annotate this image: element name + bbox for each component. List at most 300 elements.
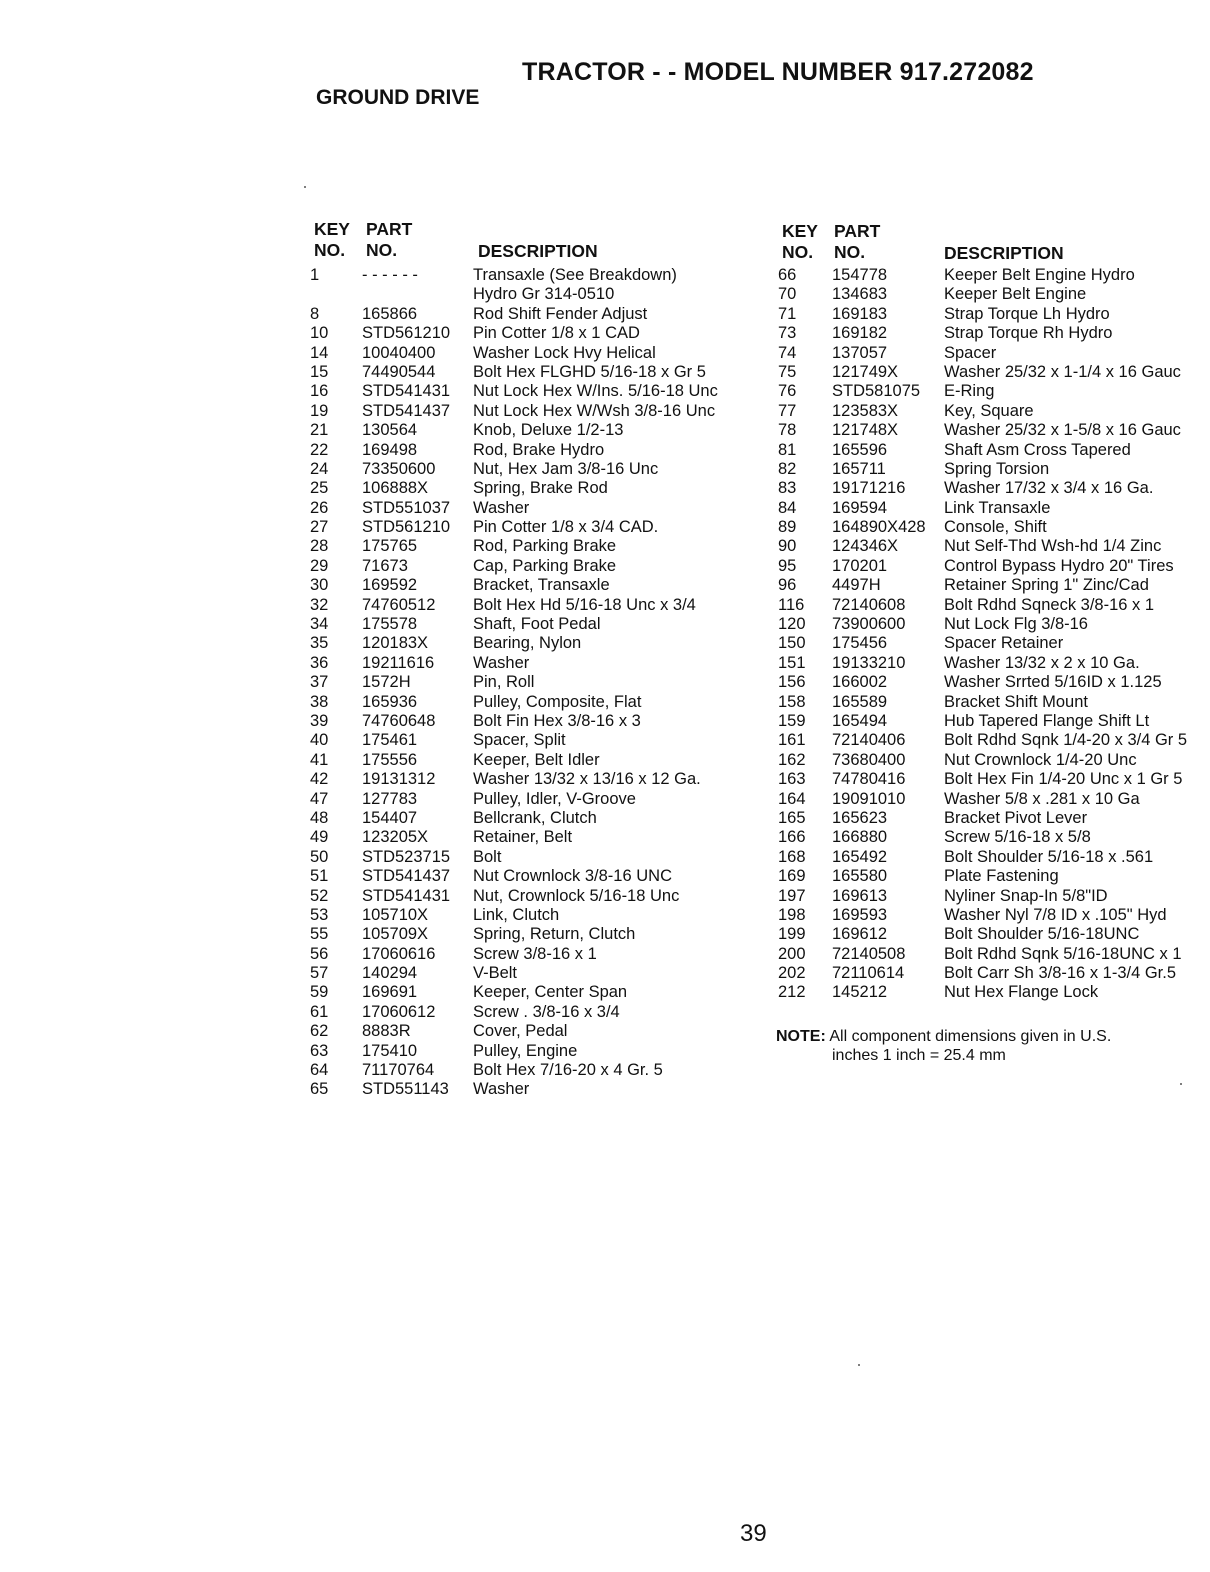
part-description: Cap, Parking Brake	[473, 556, 617, 575]
part-description: Washer 5/8 x .281 x 10 Ga	[944, 789, 1140, 808]
parts-row	[308, 867, 758, 886]
part-description: Nut Lock Hex W/Ins. 5/16-18 Unc	[473, 382, 718, 401]
parts-row	[776, 615, 1208, 634]
part-description: Washer	[473, 498, 530, 517]
parts-row	[776, 964, 1208, 983]
key-number: 83	[778, 479, 797, 498]
parts-row	[776, 596, 1208, 615]
part-number: 123205X	[362, 828, 429, 847]
part-number: 134683	[832, 285, 888, 304]
parts-row	[308, 479, 758, 498]
parts-row	[308, 460, 758, 479]
key-number: 38	[310, 692, 329, 711]
key-number: 73	[778, 324, 797, 343]
parts-row	[308, 751, 758, 770]
part-number: 1572H	[362, 673, 411, 692]
parts-row	[776, 402, 1208, 421]
part-description: Hydro Gr 314-0510	[473, 285, 615, 304]
key-number: 162	[778, 750, 806, 769]
key-number: 65	[310, 1080, 329, 1099]
description-header: DESCRIPTION	[944, 243, 1064, 263]
parts-row	[776, 809, 1208, 828]
part-number: STD551037	[362, 498, 451, 517]
key-number: 120	[778, 615, 806, 634]
key-number: 168	[778, 847, 806, 866]
key-number: 32	[310, 595, 329, 614]
part-number: 19131312	[362, 770, 436, 789]
part-description: Keeper, Belt Idler	[473, 750, 600, 769]
part-number: 73900600	[832, 615, 906, 634]
part-number: 105709X	[362, 925, 429, 944]
parts-row	[308, 402, 758, 421]
part-description: Nut Crownlock 3/8-16 UNC	[473, 867, 672, 886]
part-number: 145212	[832, 983, 888, 1002]
part-number: 164890X428	[832, 518, 926, 537]
parts-row	[308, 731, 758, 750]
part-number: 166880	[832, 828, 888, 847]
key-number: 41	[310, 750, 329, 769]
parts-row	[776, 731, 1208, 750]
part-description: Keeper Belt Engine	[944, 285, 1087, 304]
parts-row	[308, 305, 758, 324]
part-number: 106888X	[362, 479, 429, 498]
part-number: 165866	[362, 304, 418, 323]
part-description: Spacer Retainer	[944, 634, 1064, 653]
parts-row	[308, 945, 758, 964]
parts-row	[308, 809, 758, 828]
part-number: 175578	[362, 615, 418, 634]
part-number: 175765	[362, 537, 418, 556]
parts-row	[308, 382, 758, 401]
parts-row	[776, 673, 1208, 692]
parts-table-right	[776, 218, 1208, 1003]
parts-row	[776, 305, 1208, 324]
part-number: STD561210	[362, 324, 451, 343]
part-number: 19211616	[362, 653, 435, 672]
part-number: 169593	[832, 905, 888, 924]
part-number: 137057	[832, 343, 888, 362]
parts-row	[776, 557, 1208, 576]
part-number: 74490544	[362, 362, 436, 381]
part-description: Bolt Fin Hex 3/8-16 x 3	[473, 711, 641, 730]
part-description: Retainer Spring 1" Zinc/Cad	[944, 576, 1149, 595]
key-number: 71	[778, 304, 797, 323]
parts-row	[308, 906, 758, 925]
part-description: Screw 5/16-18 x 5/8	[944, 828, 1091, 847]
parts-row	[308, 1080, 758, 1099]
part-number: 166002	[832, 673, 888, 692]
part-number: 127783	[362, 789, 418, 808]
key-number: 52	[310, 886, 329, 905]
part-description: Bolt Hex Hd 5/16-18 Unc x 3/4	[473, 595, 696, 614]
key-number: 29	[310, 556, 329, 575]
key-number: 165	[778, 808, 806, 827]
key-number: 95	[778, 556, 797, 575]
parts-row	[308, 557, 758, 576]
parts-row	[308, 770, 758, 789]
key-number: 34	[310, 615, 329, 634]
part-description: Washer	[473, 653, 530, 672]
part-description: Pin, Roll	[473, 673, 535, 692]
part-number: STD541431	[362, 382, 451, 401]
key-number: 82	[778, 459, 797, 478]
part-number: 154407	[362, 808, 418, 827]
key-no-header: NO.	[782, 242, 814, 262]
note-line-2: inches 1 inch = 25.4 mm	[832, 1047, 1006, 1064]
part-description: Bolt Shoulder 5/16-18UNC	[944, 925, 1140, 944]
parts-row	[776, 479, 1208, 498]
part-description: Control Bypass Hydro 20" Tires	[944, 556, 1174, 575]
section-subtitle: GROUND DRIVE	[316, 86, 480, 109]
key-number: 14	[310, 343, 329, 362]
part-description: Washer 13/32 x 13/16 x 12 Ga.	[473, 770, 701, 789]
part-description: Keeper, Center Span	[473, 983, 628, 1002]
key-number: 57	[310, 964, 329, 983]
key-number: 166	[778, 828, 806, 847]
key-number: 15	[310, 362, 329, 381]
key-number: 163	[778, 770, 806, 789]
key-number: 56	[310, 944, 329, 963]
part-description: Rod Shift Fender Adjust	[473, 304, 648, 323]
part-description: Bolt Rdhd Sqnk 5/16-18UNC x 1	[944, 944, 1182, 963]
part-number: 165623	[832, 808, 888, 827]
key-number: 62	[310, 1022, 329, 1041]
key-number: 51	[310, 867, 329, 886]
key-number: 66	[778, 266, 797, 284]
key-number: 16	[310, 382, 329, 401]
key-number: 10	[310, 324, 329, 343]
part-description: Bracket Shift Mount	[944, 692, 1088, 711]
part-description: Bolt Hex 7/16-20 x 4 Gr. 5	[473, 1061, 663, 1080]
part-number: STD551143	[362, 1080, 449, 1099]
parts-row	[776, 693, 1208, 712]
part-number: STD541437	[362, 401, 451, 420]
part-description: Nut Hex Flange Lock	[944, 983, 1099, 1002]
key-number: 1	[310, 266, 320, 284]
part-number: STD561210	[362, 518, 451, 537]
parts-row	[308, 654, 758, 673]
part-description: Strap Torque Lh Hydro	[944, 304, 1110, 323]
part-number: 170201	[832, 556, 888, 575]
scan-speck	[858, 1364, 860, 1366]
part-description: Screw . 3/8-16 x 3/4	[473, 1002, 620, 1021]
part-description: Nut Lock Hex W/Wsh 3/8-16 Unc	[473, 401, 716, 420]
key-number: 161	[778, 731, 806, 750]
part-number: 105710X	[362, 905, 429, 924]
part-description: Retainer, Belt	[473, 828, 573, 847]
key-header: KEY	[782, 221, 818, 241]
part-number: 71673	[362, 556, 408, 575]
key-number: 61	[310, 1002, 329, 1021]
part-number: 71170764	[362, 1061, 435, 1080]
parts-row	[308, 441, 758, 460]
part-number: 175461	[362, 731, 418, 750]
key-number: 89	[778, 518, 797, 537]
part-description: Washer 25/32 x 1-5/8 x 16 Gauc	[944, 421, 1181, 440]
part-number: 19133210	[832, 653, 906, 672]
part-description: Pulley, Idler, V-Groove	[473, 789, 636, 808]
parts-row	[308, 596, 758, 615]
key-number: 42	[310, 770, 329, 789]
part-description: Pin Cotter 1/8 x 3/4 CAD.	[473, 518, 659, 537]
part-number: 8883R	[362, 1022, 411, 1041]
key-number: 22	[310, 440, 329, 459]
part-description: Link, Clutch	[473, 905, 560, 924]
part-number: - - - - - -	[362, 266, 418, 284]
part-number: 72110614	[832, 964, 905, 983]
part-number: STD541437	[362, 867, 451, 886]
key-number: 28	[310, 537, 329, 556]
parts-rows-left	[308, 266, 758, 1100]
part-number: 19091010	[832, 789, 906, 808]
parts-row	[776, 983, 1208, 1002]
part-description: Rod, Parking Brake	[473, 537, 617, 556]
part-number: 123583X	[832, 401, 899, 420]
part-description: Washer 13/32 x 2 x 10 Ga.	[944, 653, 1140, 672]
part-description: Bolt Rdhd Sqnk 1/4-20 x 3/4 Gr 5	[944, 731, 1188, 750]
key-number: 36	[310, 653, 329, 672]
parts-row	[776, 499, 1208, 518]
scan-speck	[1180, 1083, 1182, 1085]
parts-row	[308, 1042, 758, 1061]
key-number: 197	[778, 886, 806, 905]
part-description: Cover, Pedal	[473, 1022, 568, 1041]
key-number: 198	[778, 905, 806, 924]
part-header: PART	[366, 219, 413, 239]
part-number: 175456	[832, 634, 888, 653]
part-description: Knob, Deluxe 1/2-13	[473, 421, 624, 440]
part-number: STD581075	[832, 382, 921, 401]
key-number: 40	[310, 731, 329, 750]
part-description: Nut Crownlock 1/4-20 Unc	[944, 750, 1137, 769]
parts-row	[776, 266, 1208, 285]
part-number: STD523715	[362, 847, 451, 866]
parts-row	[776, 945, 1208, 964]
part-description: Washer 25/32 x 1-1/4 x 16 Gauc	[944, 362, 1181, 381]
key-number: 49	[310, 828, 329, 847]
part-description: Spacer, Split	[473, 731, 566, 750]
part-description: Transaxle (See Breakdown)	[473, 266, 677, 284]
key-number: 47	[310, 789, 329, 808]
key-number: 158	[778, 692, 806, 711]
part-description: Spring Torsion	[944, 459, 1050, 478]
parts-table-left	[308, 218, 758, 1100]
key-number: 8	[310, 304, 320, 323]
part-number: 4497H	[832, 576, 881, 595]
part-number: 73350600	[362, 459, 436, 478]
part-description: Bolt	[473, 847, 502, 866]
scan-speck	[304, 186, 306, 188]
part-number: 10040400	[362, 343, 436, 362]
parts-row	[776, 324, 1208, 343]
part-description: Nut, Hex Jam 3/8-16 Unc	[473, 459, 659, 478]
parts-row	[308, 634, 758, 653]
page-number: 39	[740, 1520, 767, 1547]
part-number: 17060612	[362, 1002, 436, 1021]
parts-row	[308, 925, 758, 944]
parts-row	[308, 421, 758, 440]
parts-row	[308, 1061, 758, 1080]
key-number: 30	[310, 576, 329, 595]
key-number: 35	[310, 634, 329, 653]
part-description: Plate Fastening	[944, 867, 1059, 886]
parts-row	[776, 576, 1208, 595]
key-number: 202	[778, 964, 806, 983]
part-no-header: NO.	[834, 242, 866, 262]
part-number: 72140608	[832, 595, 906, 614]
part-number: 169183	[832, 304, 888, 323]
dimension-note	[776, 1027, 1111, 1065]
part-number: 121748X	[832, 421, 899, 440]
key-number: 156	[778, 673, 806, 692]
part-description: V-Belt	[473, 964, 518, 983]
part-number: 169594	[832, 498, 888, 517]
part-number: 169592	[362, 576, 418, 595]
part-description: Rod, Brake Hydro	[473, 440, 605, 459]
key-number: 63	[310, 1041, 329, 1060]
parts-row	[776, 790, 1208, 809]
description-header: DESCRIPTION	[478, 241, 598, 261]
key-number: 50	[310, 847, 329, 866]
key-number: 21	[310, 421, 329, 440]
part-description: Keeper Belt Engine Hydro	[944, 266, 1135, 284]
note-label: NOTE:	[776, 1028, 826, 1045]
parts-row	[776, 848, 1208, 867]
part-number: 165580	[832, 867, 888, 886]
part-description: Spring, Brake Rod	[473, 479, 608, 498]
part-number: 175410	[362, 1041, 418, 1060]
key-number: 70	[778, 285, 797, 304]
key-number: 19	[310, 401, 329, 420]
part-description: Nut, Crownlock 5/16-18 Unc	[473, 886, 680, 905]
key-number: 164	[778, 789, 806, 808]
part-description: Console, Shift	[944, 518, 1047, 537]
parts-row	[776, 363, 1208, 382]
part-number: 73680400	[832, 750, 906, 769]
part-number: 165494	[832, 711, 888, 730]
part-description: Nut Self-Thd Wsh-hd 1/4 Zinc	[944, 537, 1162, 556]
parts-row	[776, 634, 1208, 653]
parts-row	[308, 712, 758, 731]
part-description: Shaft, Foot Pedal	[473, 615, 601, 634]
part-number: 74760512	[362, 595, 436, 614]
part-description: Bracket, Transaxle	[473, 576, 610, 595]
part-description: Bearing, Nylon	[473, 634, 582, 653]
part-number: 154778	[832, 266, 888, 284]
parts-row	[776, 537, 1208, 556]
key-number: 116	[778, 595, 805, 614]
key-number: 55	[310, 925, 329, 944]
key-number: 74	[778, 343, 797, 362]
parts-row	[308, 615, 758, 634]
part-number: 72140508	[832, 944, 906, 963]
key-no-header: NO.	[314, 240, 346, 260]
parts-row	[776, 285, 1208, 304]
parts-row	[776, 441, 1208, 460]
key-number: 90	[778, 537, 797, 556]
key-number: 59	[310, 983, 329, 1002]
part-description: Strap Torque Rh Hydro	[944, 324, 1113, 343]
parts-row	[308, 887, 758, 906]
part-number: 175556	[362, 750, 418, 769]
parts-row	[776, 382, 1208, 401]
table-header	[308, 218, 758, 266]
part-description: Nut Lock Flg 3/8-16	[944, 615, 1088, 634]
part-description: Spring, Return, Clutch	[473, 925, 636, 944]
parts-row	[776, 925, 1208, 944]
key-number: 212	[778, 983, 806, 1002]
part-no-header: NO.	[366, 240, 398, 260]
parts-row	[776, 770, 1208, 789]
part-description: Washer 17/32 x 3/4 x 16 Ga.	[944, 479, 1154, 498]
parts-row	[308, 285, 758, 304]
parts-row	[308, 964, 758, 983]
part-description: Bolt Carr Sh 3/8-16 x 1-3/4 Gr.5	[944, 964, 1177, 983]
part-description: Key, Square	[944, 401, 1034, 420]
parts-row	[776, 518, 1208, 537]
parts-row	[308, 518, 758, 537]
parts-row	[308, 344, 758, 363]
part-number: 130564	[362, 421, 418, 440]
key-number: 150	[778, 634, 806, 653]
key-number: 26	[310, 498, 329, 517]
part-description: E-Ring	[944, 382, 995, 401]
key-number: 159	[778, 711, 806, 730]
part-number: 124346X	[832, 537, 899, 556]
part-description: Bolt Hex FLGHD 5/16-18 x Gr 5	[473, 362, 706, 381]
key-number: 151	[778, 653, 806, 672]
parts-row	[308, 693, 758, 712]
key-number: 27	[310, 518, 329, 537]
part-number: 17060616	[362, 944, 436, 963]
key-number: 24	[310, 459, 329, 478]
parts-row	[776, 867, 1208, 886]
part-number: 165711	[832, 459, 886, 478]
parts-row	[308, 828, 758, 847]
parts-row	[308, 673, 758, 692]
parts-row	[308, 363, 758, 382]
part-description: Bolt Hex Fin 1/4-20 Unc x 1 Gr 5	[944, 770, 1183, 789]
parts-row	[308, 983, 758, 1002]
part-description: Bolt Shoulder 5/16-18 x .561	[944, 847, 1154, 866]
part-description: Bolt Rdhd Sqneck 3/8-16 x 1	[944, 595, 1155, 614]
part-description: Bellcrank, Clutch	[473, 808, 597, 827]
page-title: TRACTOR - - MODEL NUMBER 917.272082	[522, 58, 1034, 86]
parts-row	[308, 537, 758, 556]
parts-row	[776, 421, 1208, 440]
parts-row	[308, 1022, 758, 1041]
parts-row	[308, 1003, 758, 1022]
parts-row	[308, 324, 758, 343]
part-number: 19171216	[832, 479, 906, 498]
part-description: Shaft Asm Cross Tapered	[944, 440, 1131, 459]
part-description: Link Transaxle	[944, 498, 1051, 517]
part-number: 74760648	[362, 711, 436, 730]
part-number: 169498	[362, 440, 418, 459]
part-header: PART	[834, 221, 881, 241]
part-description: Screw 3/8-16 x 1	[473, 944, 597, 963]
table-header	[776, 218, 1208, 266]
key-number: 64	[310, 1061, 329, 1080]
key-number: 96	[778, 576, 797, 595]
part-number: 74780416	[832, 770, 906, 789]
key-number: 77	[778, 401, 797, 420]
parts-row	[308, 848, 758, 867]
parts-row	[776, 344, 1208, 363]
parts-row	[308, 790, 758, 809]
part-number: 121749X	[832, 362, 899, 381]
part-number: STD541431	[362, 886, 451, 905]
